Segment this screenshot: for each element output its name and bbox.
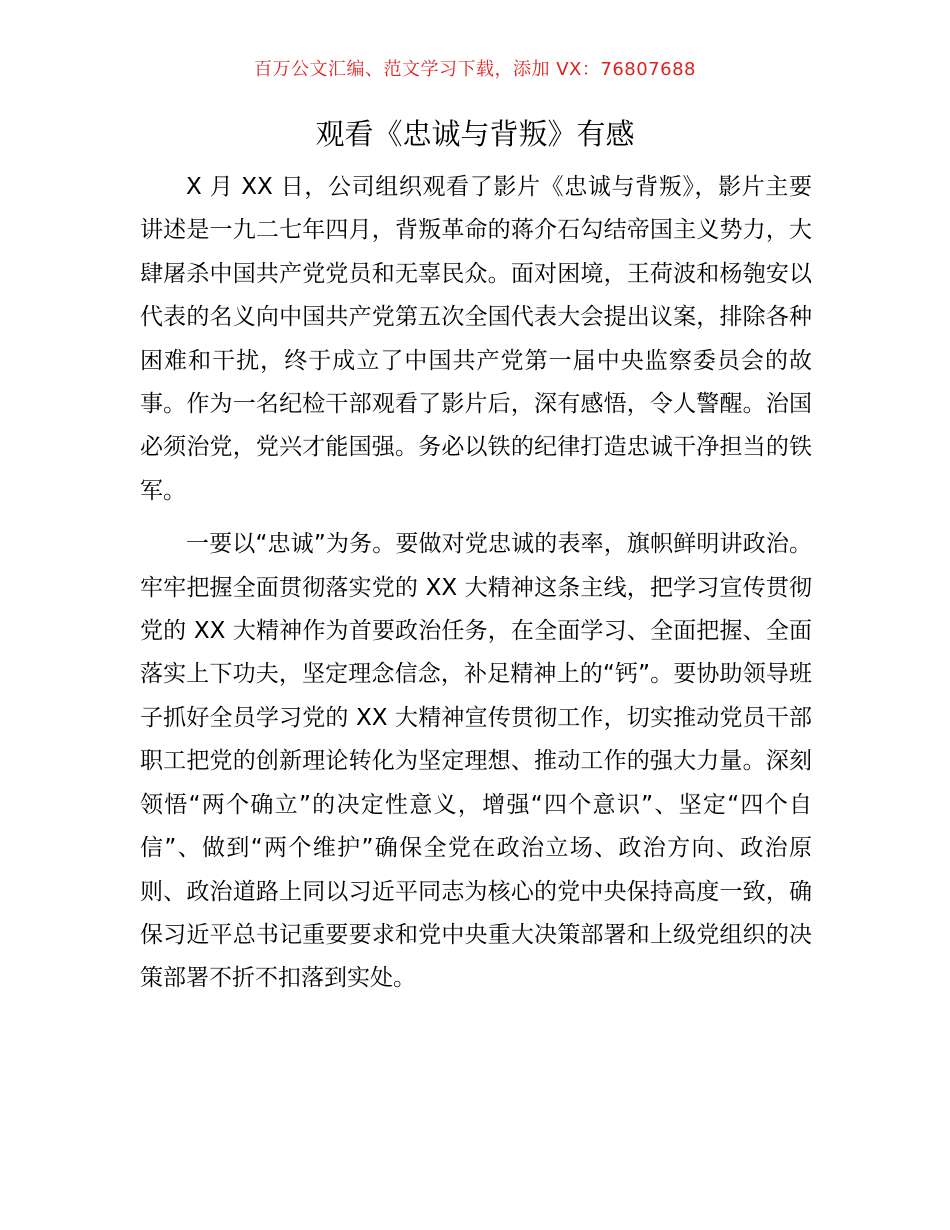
header-promo-note: 百万公文汇编、范文学习下载，添加 VX：76807688 [254, 59, 696, 80]
paragraph-intro: X 月 XX 日，公司组织观看了影片《忠诚与背叛》，影片主要讲述是一九二七年四月，背叛革命的蒋介石勾结帝国主义势力，大肆屠杀中国共产党党员和无辜民众。面对困境，王荷波和杨匏安以代表的名义向中国共产党第五次全国代表大会提出议案，排除各种困难和干扰，终于成立了中国共产党第一届中央监察委员会的故事。作为一名纪检干部观看了影片后，深有感悟，令人警醒。治国必须治党，党兴才能国强。务必以铁的纪律打造忠诚干净担当的铁军。 [140, 174, 812, 504]
paragraph-loyalty: 一要以“忠诚”为务。要做对党忠诚的表率，旗帜鲜明讲政治。牢牢把握全面贯彻落实党的 XX 大精神这条主线，把学习宣传贯彻党的 XX 大精神作为首要政治任务，在全面学习、全面把握、全面落实上下功夫，坚定理念信念，补足精神上的“钙”。要协助领导班子抓好全员学习党的 XX 大精神宣传贯彻工作，切实推动党员干部职工把党的创新理论转化为坚定理想、推动工作的强大力量。深刻领悟“两个确立”的决定性意义，增强“四个意识”、坚定“四个自信”、做到“两个维护”确保全党在政治立场、政治方向、政治原则、政治道路上同以习近平同志为核心的党中央保持高度一致，确保习近平总书记重要要求和党中央重大决策部署和上级党组织的决策部署不折不扣落到实处。 [140, 531, 812, 992]
document-body [140, 166, 812, 1001]
page-title: 观看《忠诚与背叛》有感 [315, 117, 635, 151]
